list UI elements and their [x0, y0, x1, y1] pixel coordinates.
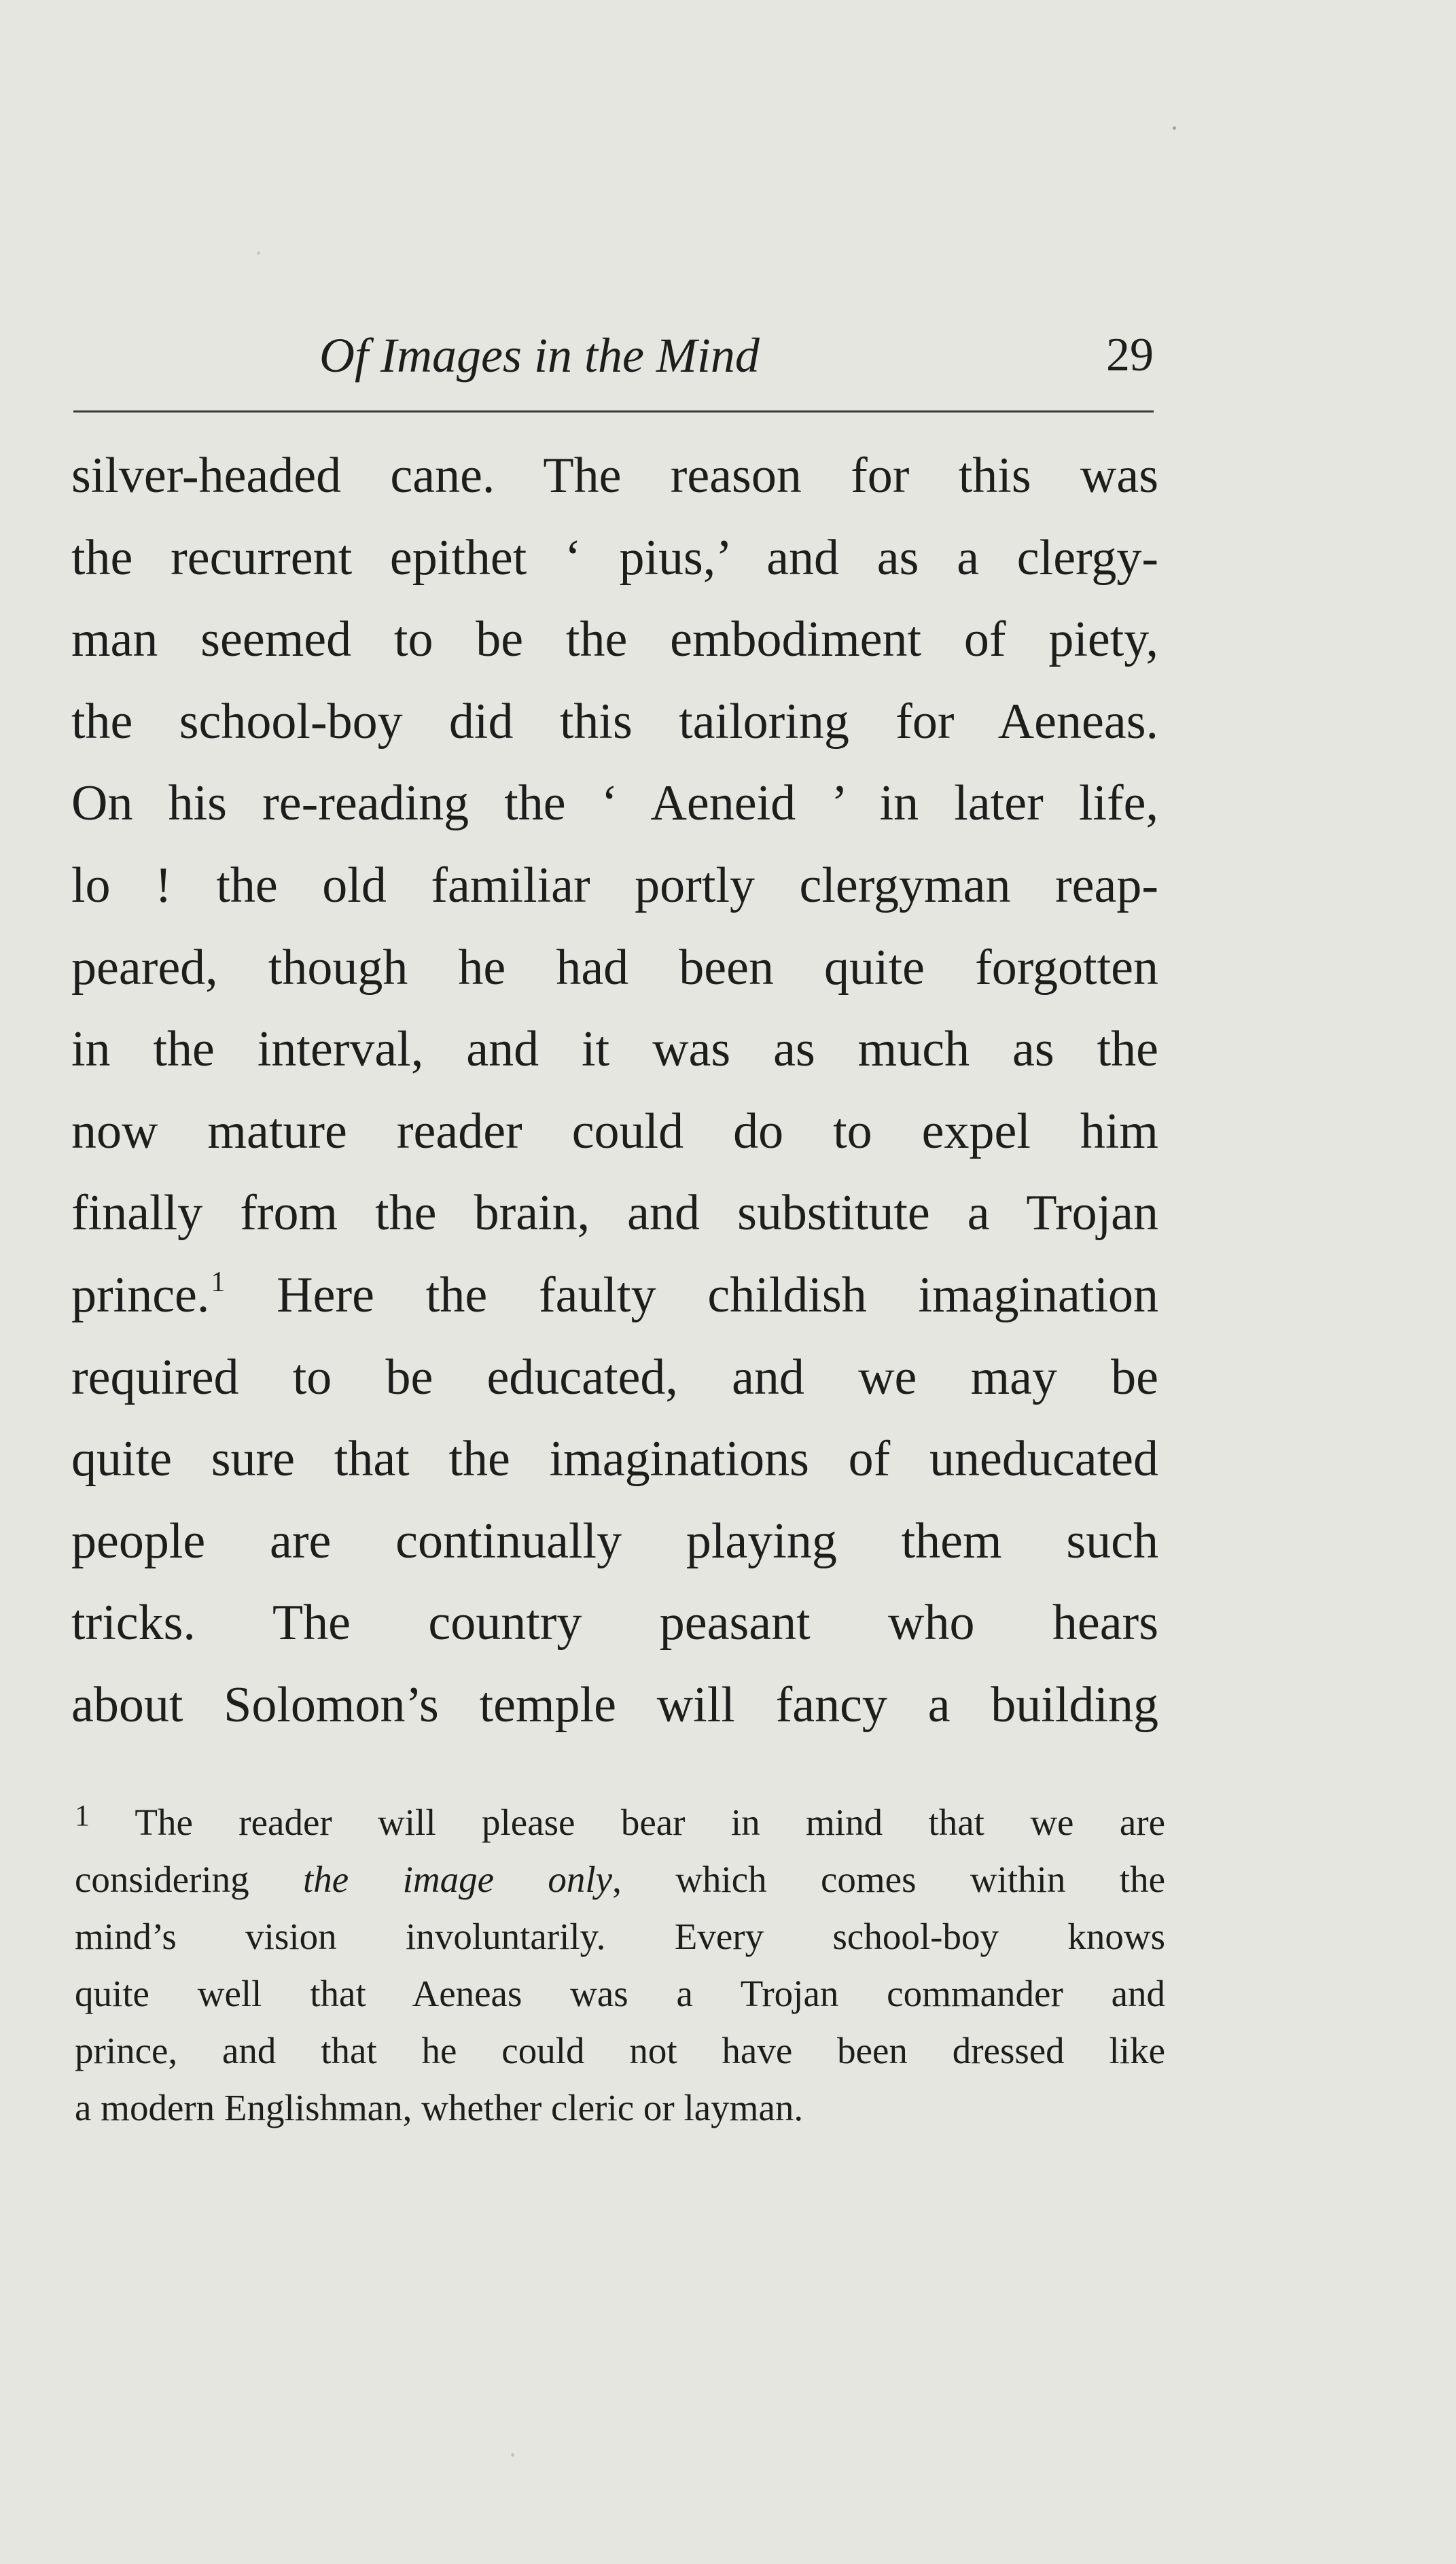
text-line: people are continually playing them such: [71, 1513, 1158, 1569]
footnote-line: [75, 1851, 1165, 1908]
footnote-line: a modern Englishman, whether cleric or layman.: [75, 2087, 804, 2128]
footnote-line: mind’s vision involuntarily. Every school-boy knows: [75, 1916, 1165, 1957]
running-title: Of Images in the Mind: [319, 328, 760, 383]
footnote-line: prince, and that he could not have been dressed like: [75, 2030, 1165, 2071]
footnote-marker: 1: [75, 1799, 90, 1832]
text-fragment: prince.: [71, 1267, 210, 1323]
text-line: in the interval, and it was as much as the: [71, 1021, 1158, 1078]
paper-speck: [1173, 126, 1176, 130]
text-line: On his re-reading the ‘ Aeneid ’ in later life,: [71, 775, 1158, 832]
text-line: silver-headed cane. The reason for this was: [71, 448, 1158, 504]
text-line: the recurrent epithet ‘ pius,’ and as a clergy-: [71, 529, 1158, 586]
text-line: man seemed to be the embodiment of piety,: [71, 612, 1158, 668]
header-rule: [73, 410, 1154, 412]
page-number: 29: [1106, 329, 1154, 381]
text-line: quite sure that the imaginations of uneducated: [71, 1431, 1158, 1488]
text-line: tricks. The country peasant who hears: [71, 1595, 1158, 1651]
text-line: about Solomon’s temple will fancy a building: [71, 1676, 1158, 1733]
text-line: required to be educated, and we may be: [71, 1349, 1158, 1405]
footnote-text: considering: [75, 1859, 249, 1900]
text-line: the school-boy did this tailoring for Aeneas.: [71, 693, 1158, 750]
footnote-line: [75, 1794, 1165, 1851]
text-line: now mature reader could do to expel him: [71, 1103, 1158, 1159]
text-fragment: Here the faulty childish imagination: [225, 1267, 1158, 1323]
text-line: [71, 1254, 1158, 1337]
text-line: finally from the brain, and substitute a Trojan: [71, 1185, 1158, 1242]
footnote-reference: 1: [211, 1266, 226, 1298]
body-text: [71, 435, 1158, 1746]
text-line: lo ! the old familiar portly clergyman reap-: [71, 857, 1158, 913]
footnote-text: , which comes within the: [612, 1859, 1166, 1900]
paper-speck: [511, 2453, 514, 2457]
footnote-text: The reader will please bear in mind that we are: [135, 1802, 1165, 1843]
footnote-line: quite well that Aeneas was a Trojan commander and: [75, 1973, 1165, 2014]
running-head: [73, 318, 1154, 393]
paper-speck: [257, 251, 260, 255]
text-line: peared, though he had been quite forgotten: [71, 939, 1158, 996]
footnote-emphasis: the image only: [303, 1859, 613, 1900]
footnote: [75, 1794, 1165, 2137]
